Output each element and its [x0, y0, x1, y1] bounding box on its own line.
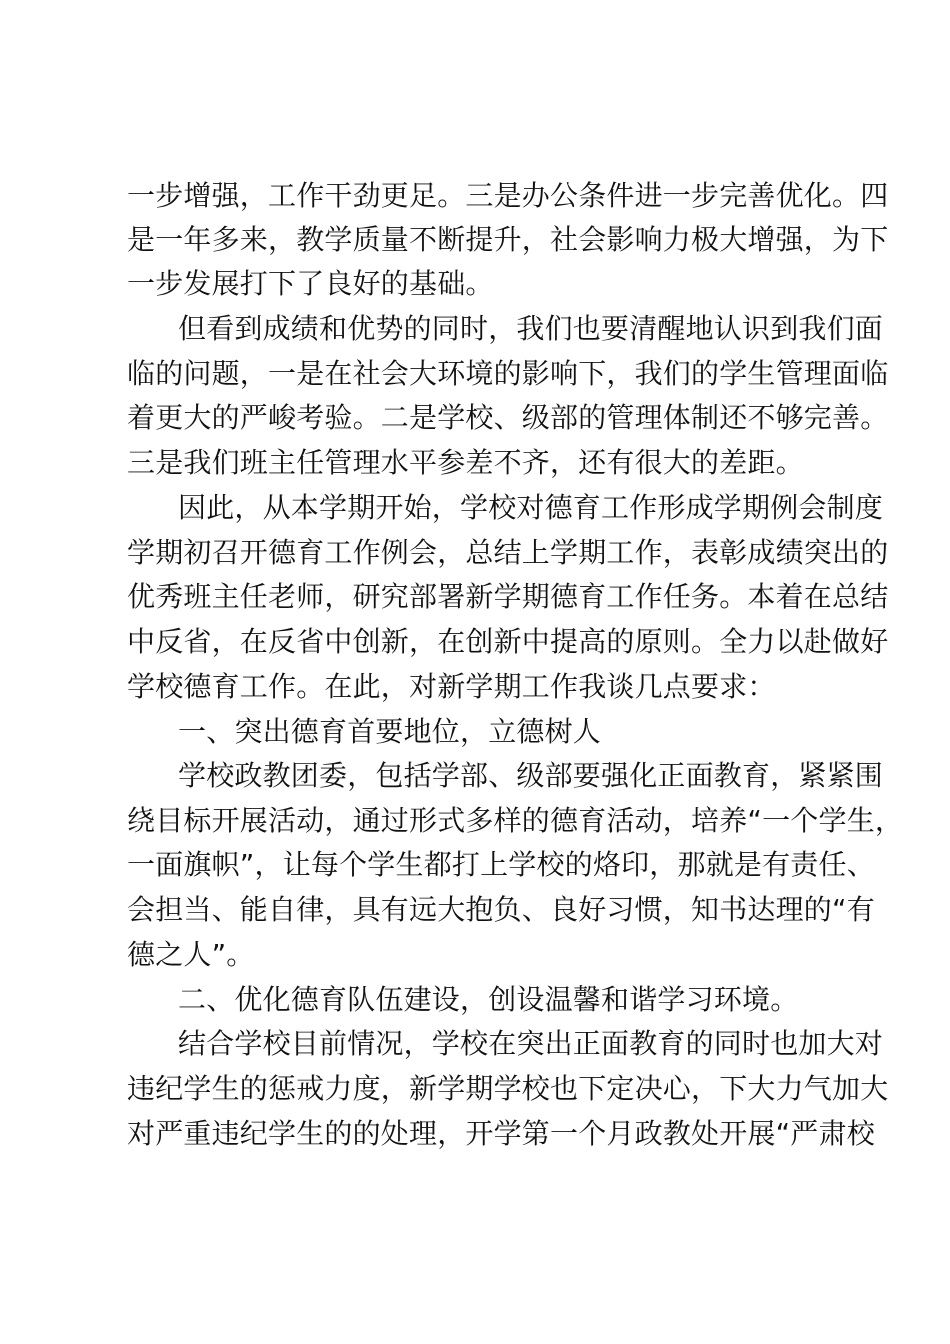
- text-line: 绕目标开展活动，通过形式多样的德育活动，培养“一个学生，: [127, 804, 904, 837]
- paragraph-first-line: 学校政教团委，包括学部、级部要强化正面教育，紧紧围: [178, 759, 884, 792]
- text-line: 优秀班主任老师，研究部署新学期德育工作任务。本着在总结: [127, 580, 889, 613]
- text-line: 学期初召开德育工作例会，总结上学期工作，表彰成绩突出的: [127, 536, 889, 569]
- paragraph-first-line: 但看到成绩和优势的同时，我们也要清醒地认识到我们面: [178, 312, 884, 345]
- text-line: 学校德育工作。在此，对新学期工作我谈几点要求：: [127, 670, 776, 703]
- paragraph-first-line: 因此，从本学期开始，学校对德育工作形成学期例会制度: [178, 491, 884, 524]
- section-heading: 一、突出德育首要地位，立德树人: [178, 715, 602, 748]
- text-line: 着更大的严峻考验。二是学校、级部的管理体制还不够完善。: [127, 401, 889, 434]
- text-line: 违纪学生的惩戒力度，新学期学校也下定决心，下大力气加大: [127, 1072, 889, 1105]
- text-line: 一步发展打下了良好的基础。: [127, 267, 494, 300]
- text-line: 对严重违纪学生的的处理，开学第一个月政教处开展“严肃校: [127, 1117, 875, 1150]
- text-line: 是一年多来，教学质量不断提升，社会影响力极大增强，为下: [127, 223, 889, 256]
- text-line: 中反省，在反省中创新，在创新中提高的原则。全力以赴做好: [127, 625, 889, 658]
- section-heading: 二、优化德育队伍建设，创设温馨和谐学习环境。: [178, 983, 799, 1016]
- text-line: 会担当、能自律，具有远大抱负、良好习惯，知书达理的“有: [127, 893, 875, 926]
- text-line: 一步增强，工作干劲更足。三是办公条件进一步完善优化。四: [127, 179, 889, 212]
- text-line: 临的问题，一是在社会大环境的影响下，我们的学生管理面临: [127, 357, 889, 390]
- text-line: 一面旗帜”，让每个学生都打上学校的烙印，那就是有责任、: [127, 848, 875, 881]
- text-line: 三是我们班主任管理水平参差不齐，还有很大的差距。: [127, 446, 804, 479]
- paragraph-first-line: 结合学校目前情况，学校在突出正面教育的同时也加大对: [178, 1027, 884, 1060]
- text-line: 德之人”。: [127, 938, 255, 971]
